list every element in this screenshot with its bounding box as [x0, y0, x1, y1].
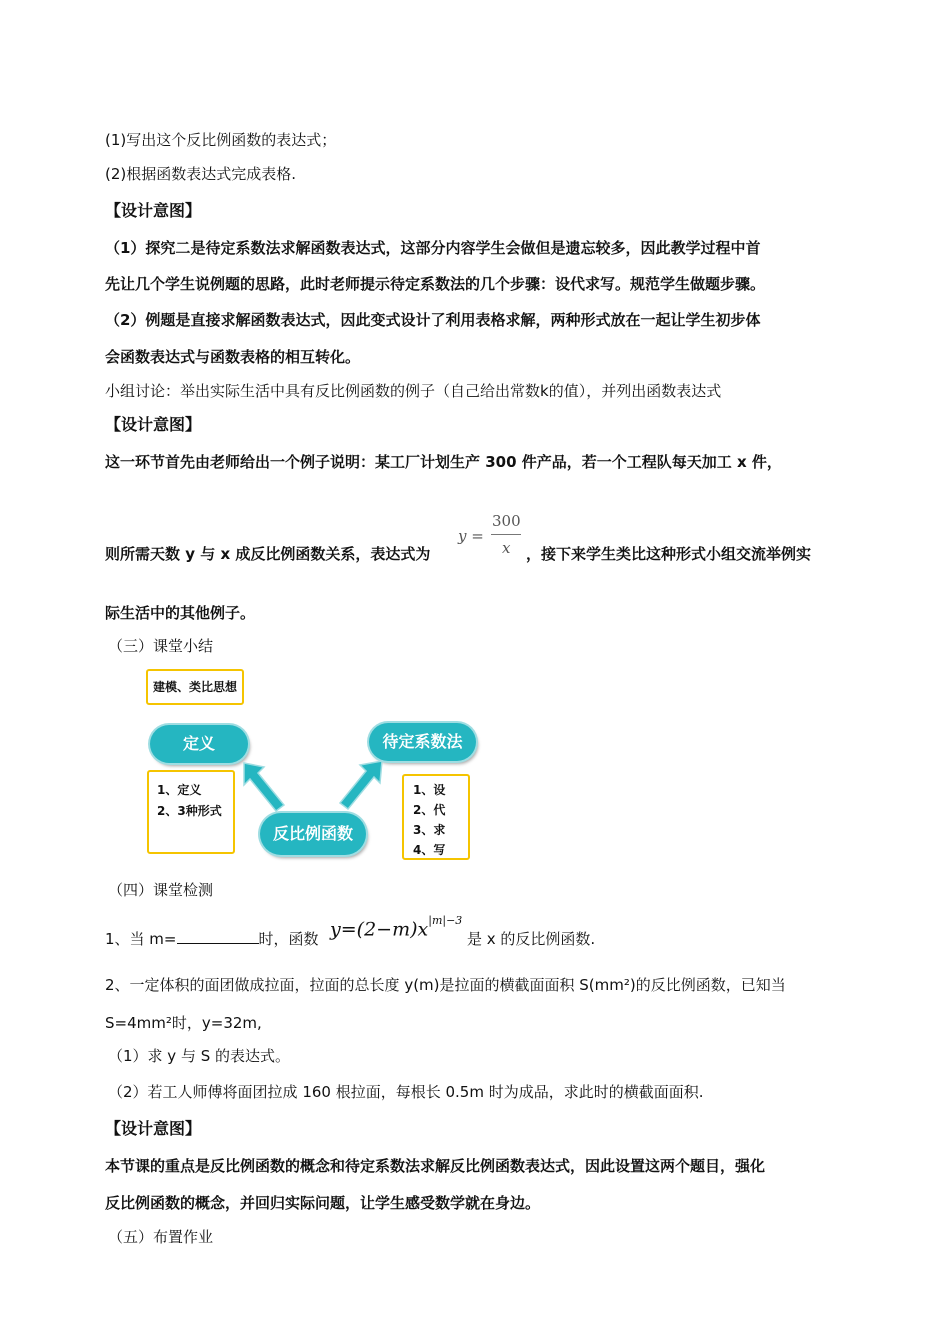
paragraph-1a: （1）探究二是待定系数法求解函数表达式，这部分内容学生会做但是遗忘较多，因此教学过程中首 [105, 239, 761, 257]
question-1-prefix: 1、当 m= [105, 930, 177, 948]
question-1-mid: 时，函数 [258, 930, 319, 948]
paragraph-3a: 这一环节首先由老师给出一个例子说明：某工厂计划生产 300 件产品，若一个工程队每天加工 x 件， [105, 453, 782, 471]
arrow-up-left-icon [240, 759, 290, 813]
group-discussion: 小组讨论：举出实际生活中具有反比例函数的例子（自己给出常数k的值），并列出函数表达式 [105, 382, 722, 400]
text-line-1: (1)写出这个反比例函数的表达式； [105, 131, 337, 149]
question-1-right: 是 x 的反比例函数. [467, 930, 596, 948]
method-item-2: 2、代 [413, 803, 446, 817]
method-item-3: 3、求 [413, 823, 446, 837]
method-pill: 待定系数法 [369, 723, 476, 761]
paragraph-1b: 先让几个学生说例题的思路，此时老师提示待定系数法的几个步骤：设代求写。规范学生做题步骤。 [105, 275, 766, 293]
fraction [458, 508, 528, 564]
paragraph-4b: 反比例函数的概念，并回归实际问题，让学生感受数学就在身边。 [105, 1194, 541, 1212]
center-pill: 反比例函数 [260, 813, 366, 855]
answer-blank[interactable] [177, 929, 259, 944]
fraction-denominator: x [502, 539, 511, 557]
method-item-4: 4、写 [413, 843, 446, 857]
method-box [402, 774, 470, 860]
check-title: （四）课堂检测 [108, 881, 214, 899]
paragraph-3b-left: 则所需天数 y 与 x 成反比例函数关系，表达式为 [105, 545, 431, 563]
summary-title: （三）课堂小结 [108, 637, 214, 655]
definition-item-1: 1、定义 [157, 783, 202, 797]
text-line-2: (2)根据函数表达式完成表格. [105, 165, 297, 183]
design-heading-2: 【设计意图】 [105, 415, 202, 434]
fraction-bar [491, 534, 521, 535]
question-2a: 2、一定体积的面团做成拉面，拉面的总长度 y(m)是拉面的横截面面积 S(mm²)的反比例函数，已知当 [105, 976, 786, 994]
design-heading-1: 【设计意图】 [105, 201, 202, 220]
definition-pill: 定义 [150, 725, 248, 763]
definition-box [147, 770, 235, 854]
paragraph-4a: 本节课的重点是反比例函数的概念和待定系数法求解反比例函数表达式，因此设置这两个题目，强化 [105, 1157, 766, 1175]
fraction-lhs: y = [458, 527, 484, 545]
concept-diagram [140, 665, 485, 865]
function-formula [330, 914, 463, 948]
definition-item-2: 2、3种形式 [157, 804, 222, 818]
arrow-up-right-icon [336, 757, 386, 813]
paragraph-3b-right: ，接下来学生类比这种形式小组交流举例实 [526, 545, 812, 563]
question-1-left [105, 928, 319, 950]
homework-title: （五）布置作业 [108, 1228, 214, 1246]
formula-exponent: |m|−3 [428, 914, 463, 927]
design-heading-3: 【设计意图】 [105, 1119, 202, 1138]
question-2-part-2: （2）若工人师傅将面团拉成 160 根拉面，每根长 0.5m 时为成品，求此时的横截面面积. [108, 1083, 704, 1101]
method-item-1: 1、设 [413, 783, 446, 797]
question-2b: S=4mm²时，y=32m, [105, 1014, 262, 1032]
formula-base: y=(2−m)x [330, 918, 429, 941]
paragraph-2a: （2）例题是直接求解函数表达式，因此变式设计了利用表格求解，两种形式放在一起让学生初步体 [105, 311, 761, 329]
fraction-numerator: 300 [492, 512, 521, 530]
paragraph-2b: 会函数表达式与函数表格的相互转化。 [105, 348, 361, 366]
paragraph-3c: 际生活中的其他例子。 [105, 604, 256, 622]
top-box: 建模、类比思想 [146, 669, 244, 705]
question-2-part-1: （1）求 y 与 S 的表达式。 [108, 1047, 291, 1065]
